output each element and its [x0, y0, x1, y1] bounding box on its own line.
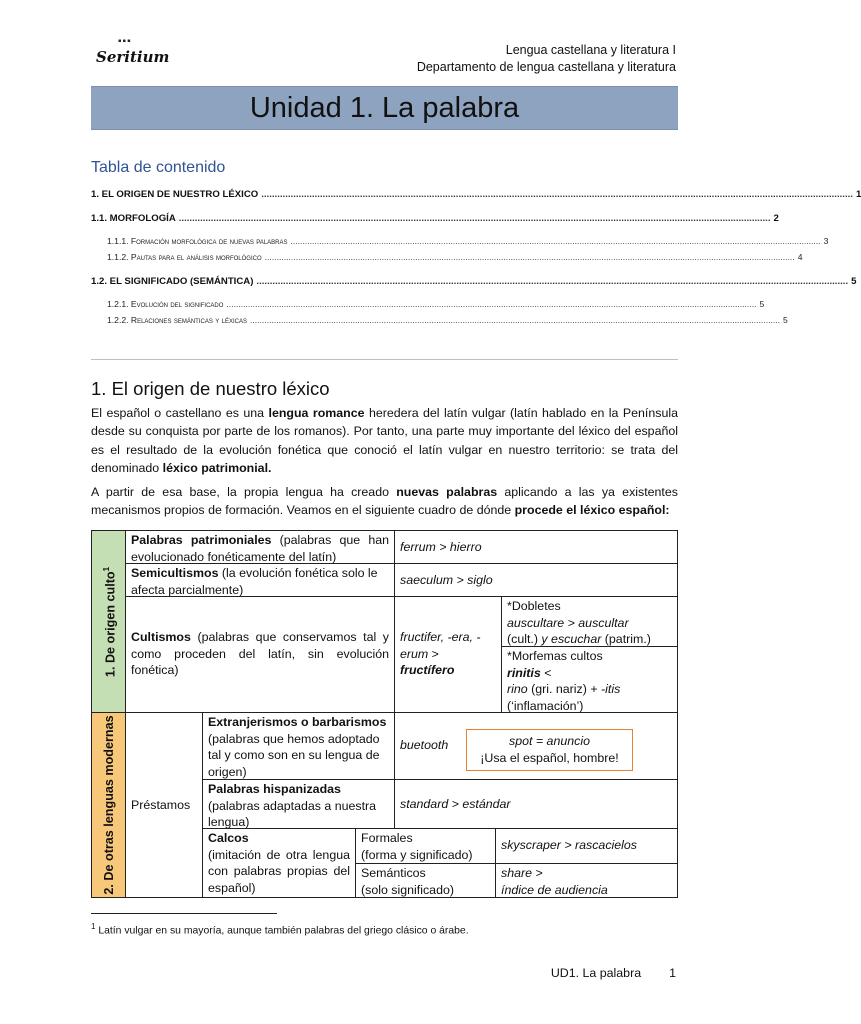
- unit-title: Unidad 1. La palabra: [249, 92, 520, 124]
- page-number: 1: [669, 966, 676, 980]
- footnote: $^1$ Latín vulgar en su mayoría, aunque también palabras del griego clásico o árabe.: [91, 922, 469, 937]
- group1-label-cell: [91, 530, 126, 713]
- toc-entry-page: 2: [773, 213, 779, 224]
- callout-line-1: spot = anuncio: [509, 734, 590, 748]
- toc-entry[interactable]: [91, 315, 788, 325]
- divider: [91, 359, 678, 360]
- toc-entry[interactable]: [91, 189, 861, 200]
- course-name: Lengua castellana y literatura I: [505, 43, 676, 57]
- toc-entry[interactable]: [91, 276, 857, 287]
- toc-entry-page: 3: [823, 236, 829, 246]
- semanticos-example: share > índice de audiencia: [495, 863, 678, 898]
- toc-leader: ..............................................................................................................................................................................................................................: [226, 299, 757, 309]
- paragraph-1: El español o castellano es una lengua romance heredera del latín vulgar (latín hablado en la Península desde su conquista por parte de los romanos). Por tanto, una parte muy importante del léxico del español es el resultado de la evolución fonética que conoció el latín vulgar en nuestro territorio: se trata del denominado léxico patrimonial.: [91, 406, 678, 476]
- semicultismos-cell: Semicultismos (la evolución fonética solo le afecta parcialmente): [125, 563, 395, 597]
- logo: [96, 36, 170, 72]
- page-header: [417, 42, 676, 76]
- department-name: Departamento de lengua castellana y literatura: [416, 60, 676, 74]
- semanticos-cell: Semánticos (solo significado): [355, 863, 496, 898]
- logo-text: Seritium: [96, 48, 170, 66]
- toc-entry-text: 1.1.1. Formación morfológica de nuevas palabras: [107, 236, 288, 246]
- page-footer: [551, 966, 676, 980]
- toc-entry[interactable]: [91, 252, 803, 262]
- toc-entry-page: 5: [851, 276, 857, 287]
- hispanizadas-example: standard > estándar: [394, 779, 678, 829]
- toc-leader: ..............................................................................................................................................................................................................................: [264, 252, 795, 262]
- formales-cell: Formales (forma y significado): [355, 828, 496, 864]
- logo-mark-icon: ▪▪▪: [118, 36, 132, 47]
- toc-leader: ..............................................................................................................................................................................................................................: [290, 236, 821, 246]
- cultismos-example: fructifer, -era, -erum > fructífero: [394, 596, 502, 713]
- toc-entry-page: 5: [783, 315, 788, 325]
- lexicon-origin-table: [91, 530, 678, 898]
- toc-entry-text: 1.2.1. Evolución del significado: [107, 299, 224, 309]
- footnote-divider: [91, 913, 277, 914]
- toc-title: Tabla de contenido: [91, 159, 226, 176]
- formales-example: skyscraper > rascacielos: [495, 828, 678, 864]
- toc-entry[interactable]: [91, 236, 829, 246]
- prestamos-cell: Préstamos: [125, 712, 203, 898]
- patrimoniales-cell: Palabras patrimoniales (palabras que han evolucionado fonéticamente del latín): [125, 530, 395, 564]
- footer-label: UD1. La palabra: [550, 966, 642, 980]
- toc-entry[interactable]: [91, 299, 765, 309]
- toc-entry-text: 1.2.2. Relaciones semánticas y léxicas: [107, 315, 247, 325]
- toc-entry-text: 1.1. MORFOLOGÍA: [91, 213, 176, 224]
- patrimoniales-example: ferrum > hierro: [394, 530, 678, 564]
- toc-leader: ..............................................................................................................................................................................................................................: [261, 189, 853, 200]
- toc-leader: ..............................................................................................................................................................................................................................: [249, 315, 781, 325]
- group2-label: 2. De otras lenguas modernas: [101, 715, 116, 895]
- toc-entry[interactable]: [91, 213, 779, 224]
- semicultismos-example: saeculum > siglo: [394, 563, 678, 597]
- toc-entry-page: 1: [855, 189, 861, 200]
- toc-leader: ..............................................................................................................................................................................................................................: [256, 276, 849, 287]
- morfemas-cell: *Morfemas cultos rinitis < rino (gri. nariz) + -itis (‘inflamación’): [501, 646, 678, 713]
- toc-entry-text: 1. EL ORIGEN DE NUESTRO LÉXICO: [91, 189, 259, 200]
- unit-title-bar: [91, 86, 678, 130]
- dobletes-cell: *Dobletes auscultare > auscultar (cult.) y escuchar (patrim.): [501, 596, 678, 647]
- callout-box: [466, 729, 633, 771]
- toc-entry-page: 5: [759, 299, 765, 309]
- cultismos-cell: Cultismos (palabras que conservamos tal y como proceden del latín, sin evolución fonética): [125, 596, 395, 713]
- section-heading: 1. El origen de nuestro léxico: [91, 378, 330, 399]
- toc-leader: ..............................................................................................................................................................................................................................: [178, 213, 771, 224]
- hispanizadas-cell: Palabras hispanizadas (palabras adaptadas a nuestra lengua): [202, 779, 395, 829]
- toc-entry-page: 4: [797, 252, 803, 262]
- calcos-cell: Calcos (imitación de otra lengua con palabras propias del español): [202, 828, 356, 898]
- paragraph-2: A partir de esa base, la propia lengua ha creado nuevas palabras aplicando a las ya existentes mecanismos propios de formación. Veamos en el siguiente cuadro de dónde procede el léxico español:: [91, 485, 678, 518]
- extranjerismos-example: buetooth: [394, 712, 678, 780]
- group2-label-cell: [91, 712, 126, 898]
- extranjerismos-cell: Extranjerismos o barbarismos (palabras que hemos adoptado tal y como son en su lengua de origen): [202, 712, 395, 780]
- group1-label: 1. De origen culto$^1$: [101, 566, 117, 677]
- callout-line-2: ¡Usa el español, hombre!: [480, 751, 619, 765]
- toc-entry-text: 1.1.2. Pautas para el análisis morfológico: [107, 252, 262, 262]
- toc-entry-text: 1.2. EL SIGNIFICADO (SEMÁNTICA): [91, 276, 254, 287]
